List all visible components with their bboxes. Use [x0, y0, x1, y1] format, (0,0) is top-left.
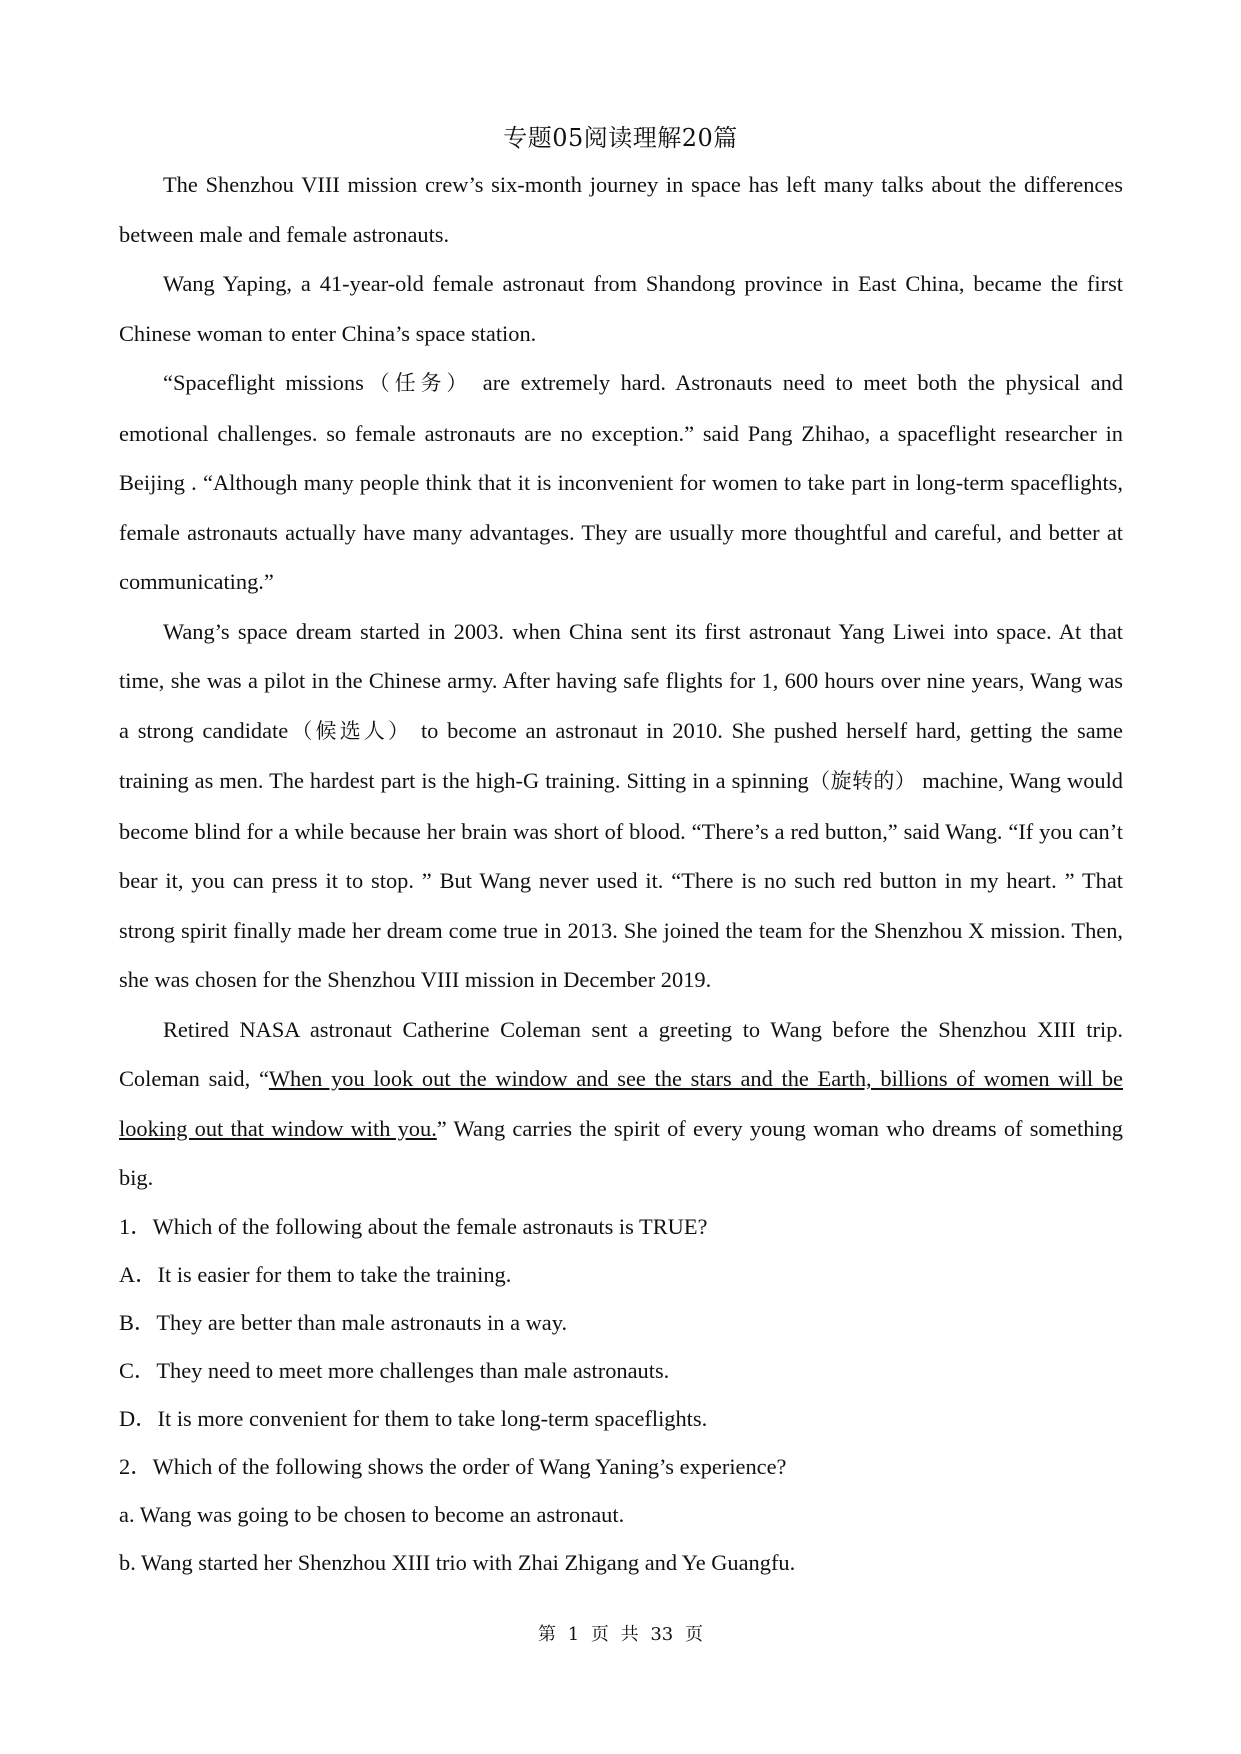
paragraph-text: to become an astronaut in 2010. She pushed herself hard, getting the same training as men. The hardest part is the high-G training. Sitting in a spinning: [119, 717, 1123, 793]
answer-option: D．It is more convenient for them to take long-term spaceflights.: [119, 1405, 708, 1431]
question-1: [119, 1203, 1123, 1443]
chinese-gloss: （旋转的）: [808, 769, 917, 793]
sequence-item: a. Wang was going to be chosen to become an astronaut.: [119, 1501, 625, 1527]
paragraph: [119, 607, 1123, 1005]
paragraph-text: machine, Wang would become blind for a while because her brain was short of blood. “There’s a red button,” said Wang. “If you can’t bear it, you can press it to stop. ” But Wang never used it. “There is no such red button in my heart. ” That strong spirit finally made her dream come true in 2013. She joined the team for the Shenzhou X mission. Then, she was chosen for the Shenzhou VIII mission in December 2019.: [119, 768, 1123, 992]
sequence-item: b. Wang started her Shenzhou XIII trio with Zhai Zhigang and Ye Guangfu.: [119, 1549, 796, 1575]
paragraph-text: ” Wang carries the spirit of every young woman who dreams of something big.: [119, 1115, 1123, 1190]
answer-option: A．It is easier for them to take the training.: [119, 1261, 512, 1287]
answer-option: B．They are better than male astronauts in a way.: [119, 1309, 568, 1335]
page-footer: 第 1 页 共 33 页: [538, 1624, 703, 1645]
paragraph-text: are extremely hard. Astronauts need to meet both the physical and emotional challenges. so female astronauts are no exception.” said Pang Zhihao, a spaceflight researcher in Beijing . “Although many people think that it is inconvenient for women to take part in long-term spaceflights, female astronauts actually have many advantages. They are usually more thoughtful and careful, and better at communicating.”: [119, 370, 1123, 594]
question-stem: 2．Which of the following shows the order of Wang Yaning’s experience?: [119, 1453, 787, 1479]
question-stem: 1．Which of the following about the female astronauts is TRUE?: [119, 1213, 708, 1239]
chinese-gloss: （候选人）: [288, 718, 413, 743]
paragraph-text: Retired NASA astronaut Catherine Coleman sent a greeting to Wang before the Shenzhou XIII trip. Coleman said, “: [119, 1016, 1123, 1091]
answer-option: C．They need to meet more challenges than male astronauts.: [119, 1357, 670, 1383]
question-2: [119, 1443, 1123, 1587]
paragraph: The Shenzhou VIII mission crew’s six-month journey in space has left many talks about the differences between male and female astronauts.: [119, 172, 1123, 247]
page-title: 专题05阅读理解20篇: [503, 124, 738, 152]
paragraph: [119, 358, 1123, 607]
paragraph: Wang Yaping, a 41-year-old female astronaut from Shandong province in East China, became the first Chinese woman to enter China’s space station.: [119, 271, 1123, 346]
paragraph-text: Wang’s space dream started in 2003. when China sent its first astronaut Yang Liwei into space. At that time, she was a pilot in the Chinese army. After having safe flights for 1, 600 hours over nine years, Wang was a strong candidate: [119, 618, 1123, 743]
paragraph: [119, 1005, 1123, 1203]
paragraph-text: “Spaceflight missions: [163, 370, 364, 395]
reading-passage: [119, 160, 1123, 1587]
chinese-gloss: （任务）: [363, 371, 473, 395]
underlined-quote: When you look out the window and see the stars and the Earth, billions of women will be looking out that window with you.: [119, 1066, 1123, 1141]
